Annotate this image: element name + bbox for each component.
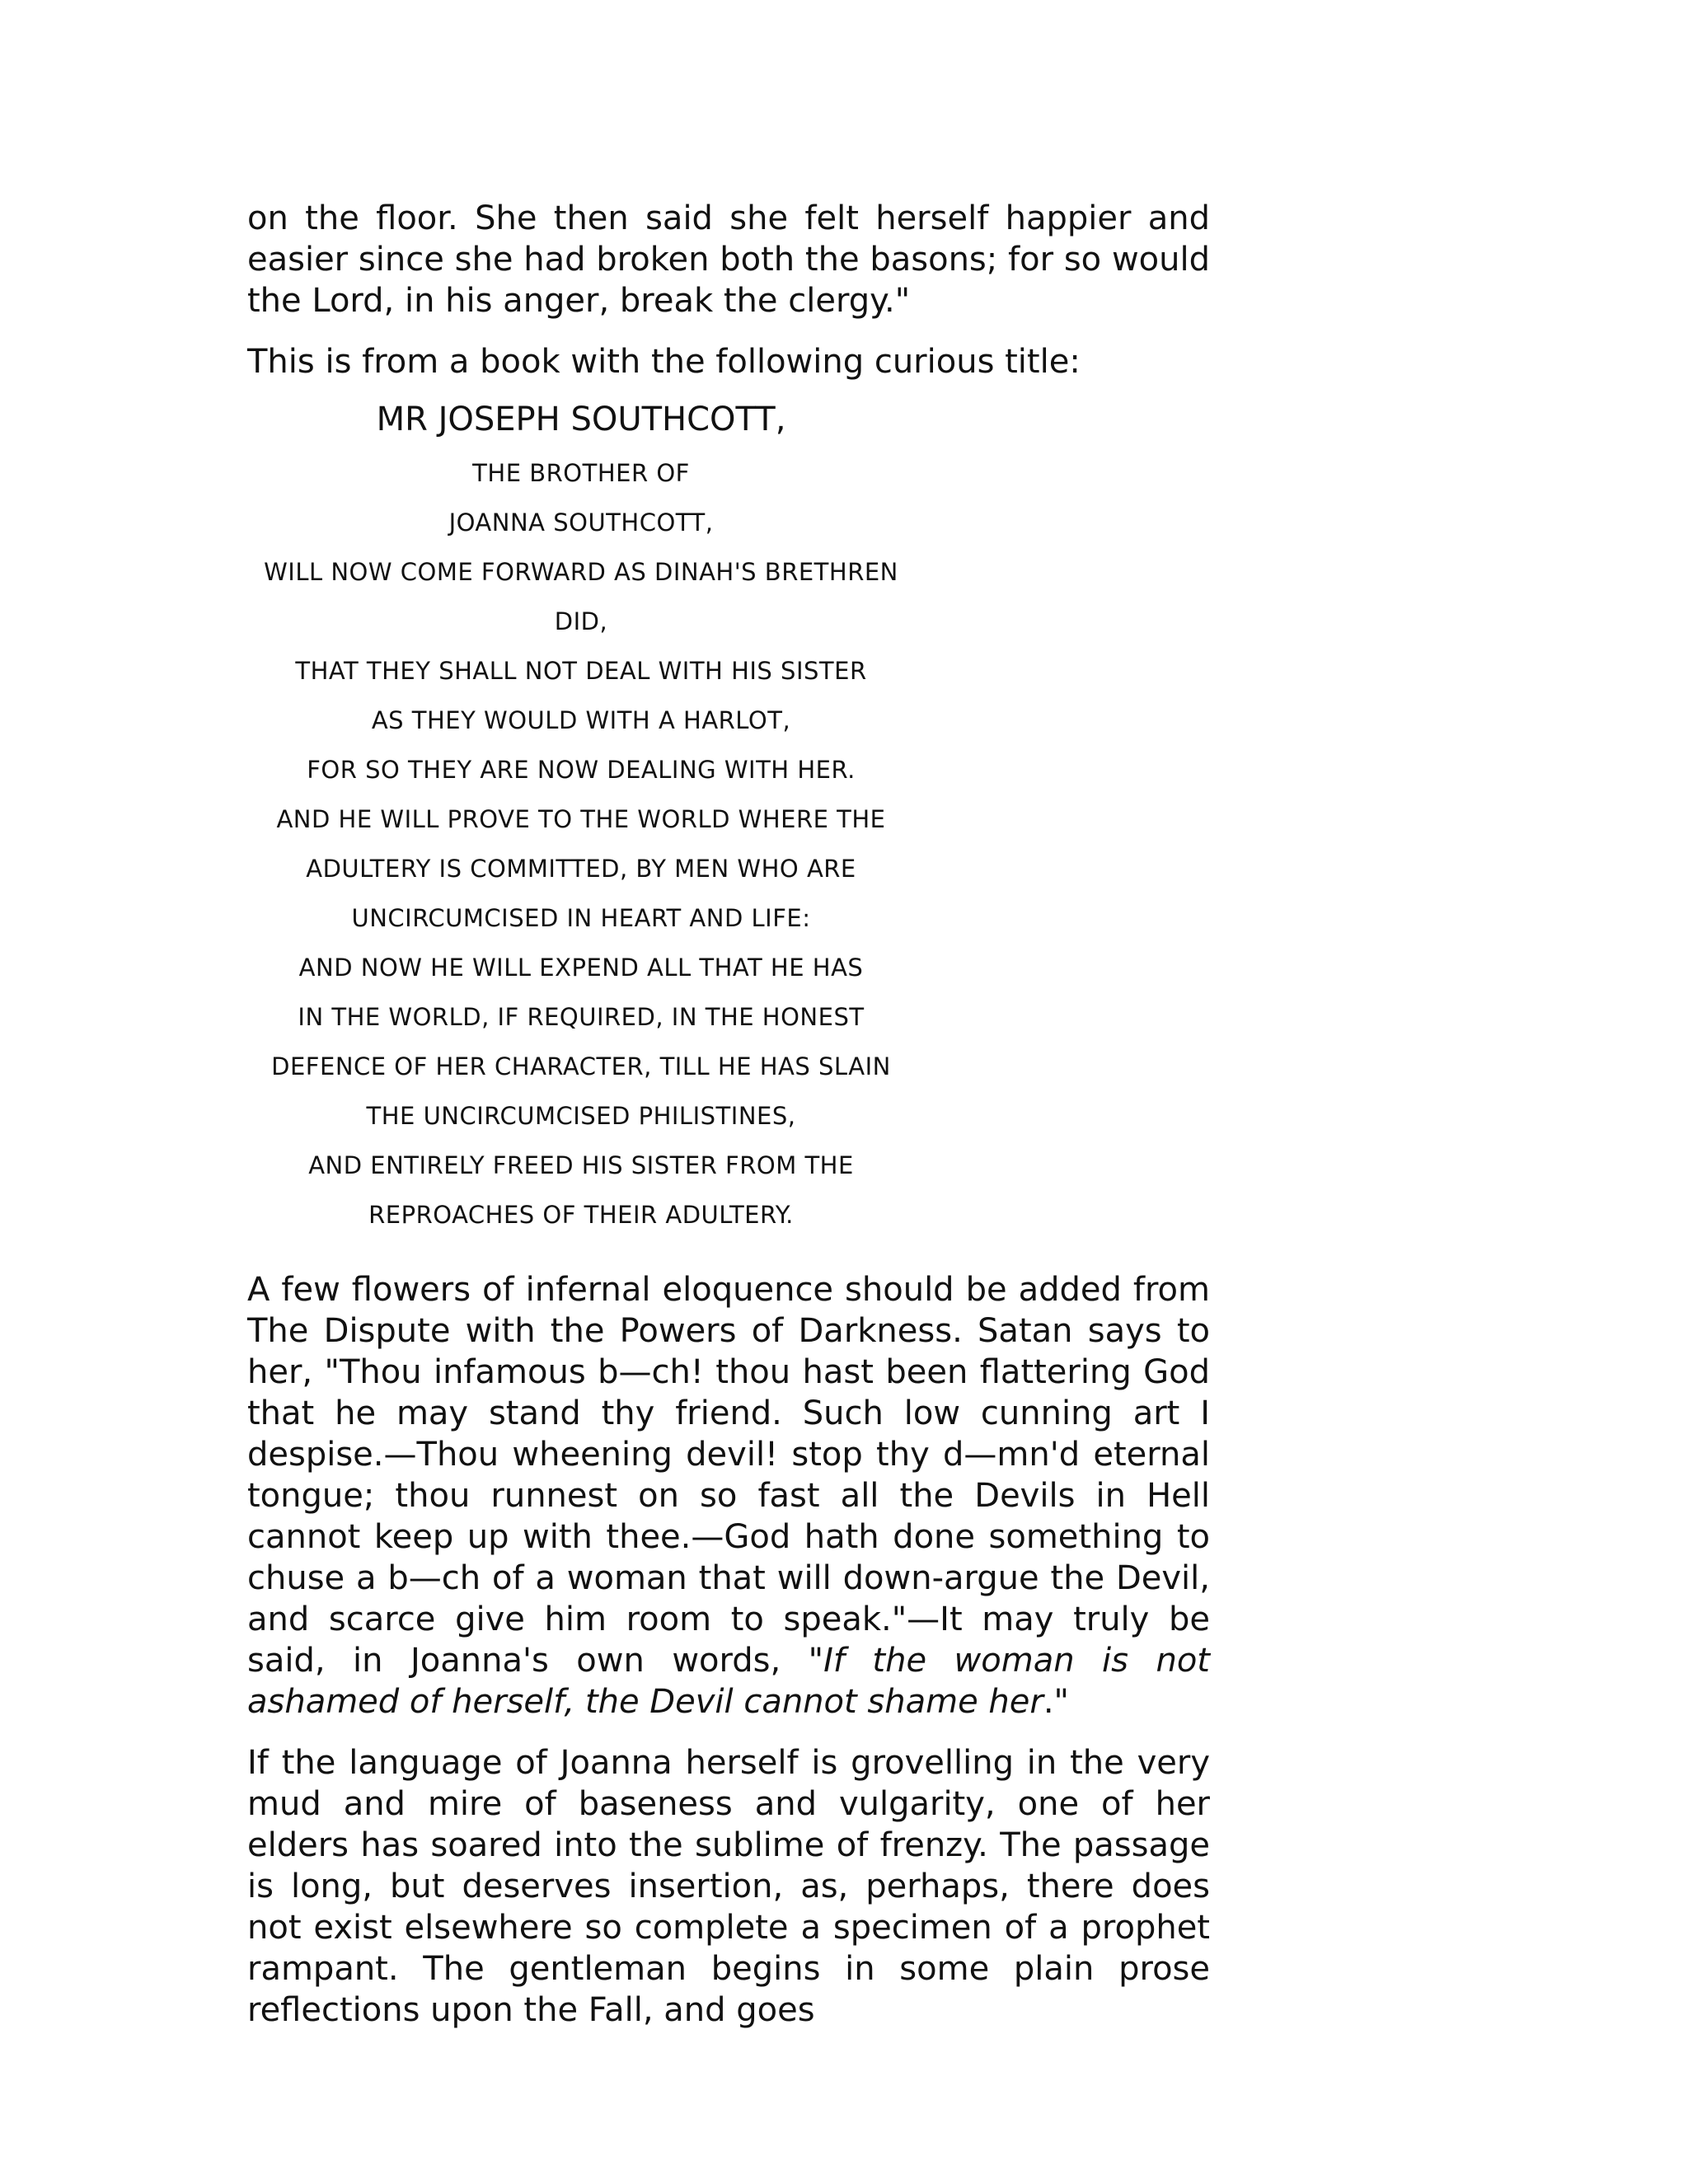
paragraph-infernal-eloquence xyxy=(247,1269,1210,1722)
book-title-line: REPROACHES OF THEIR ADULTERY. xyxy=(368,1201,794,1229)
book-title-line: AND NOW HE WILL EXPEND ALL THAT HE HAS xyxy=(298,954,864,982)
book-title-line: FOR SO THEY ARE NOW DEALING WITH HER. xyxy=(307,756,856,784)
book-title-line: AS THEY WOULD WITH A HARLOT, xyxy=(371,706,791,734)
book-title-line: IN THE WORLD, IF REQUIRED, IN THE HONEST xyxy=(298,1003,865,1031)
paragraph-elder-frenzy: If the language of Joanna herself is grovelling in the very mud and mire of baseness and vulgarity, one of her elders has soared into the sublime of frenzy. The passage is long, but deserves insertion, as, perhaps, there does not exist elsewhere so complete a specimen of a prophet rampant. The gentleman begins in some plain prose reflections upon the Fall, and goes xyxy=(247,1744,1210,2029)
book-title-line: AND HE WILL PROVE TO THE WORLD WHERE THE xyxy=(276,805,886,833)
document-page xyxy=(247,198,1210,2031)
book-title-line: AND ENTIRELY FREED HIS SISTER FROM THE xyxy=(308,1151,854,1179)
italic-quote: If the woman is not ashamed of herself, the Devil cannot shame her xyxy=(247,1642,1210,1721)
book-title-line: DEFENCE OF HER CHARACTER, TILL HE HAS SLAIN xyxy=(271,1052,891,1080)
paragraph-text: A few flowers of infernal eloquence should be added from The Dispute with the Powers of Darkness. Satan says to her, "Thou infamous b—ch! thou hast been flattering God that he may stand thy friend. Such low cunning art I despise.—Thou wheening devil! stop thy d—mn'd eternal tongue; thou runnest on so fast all the Devils in Hell cannot keep up with thee.—God hath done something to chuse a b—ch of a woman that will down-argue the Devil, and scarce give him room to speak."—It may truly be said, in Joanna's own words, " xyxy=(247,1271,1210,1680)
spacer xyxy=(247,1722,1210,1742)
paragraph-text: ." xyxy=(1043,1683,1069,1721)
paragraph-title-intro: This is from a book with the following curious title: xyxy=(247,343,1081,381)
book-title-line: UNCIRCUMCISED IN HEART AND LIFE: xyxy=(351,904,811,932)
paragraph-opening: on the floor. She then said she felt herself happier and easier since she had broken both the basons; for so would the Lord, in his anger, break the clergy." xyxy=(247,199,1210,320)
book-title-line: ADULTERY IS COMMITTED, BY MEN WHO ARE xyxy=(306,855,856,883)
book-title-line: THAT THEY SHALL NOT DEAL WITH HIS SISTER xyxy=(295,657,867,685)
book-title-line: THE UNCIRCUMCISED PHILISTINES, xyxy=(366,1102,796,1130)
book-title-line: THE BROTHER OF xyxy=(472,459,690,487)
book-title-main: MR JOSEPH SOUTHCOTT, xyxy=(376,401,786,438)
book-title-line: WILL NOW COME FORWARD AS DINAH'S BRETHREN DID, xyxy=(264,558,898,635)
book-title-block xyxy=(247,399,915,1240)
spacer xyxy=(247,1240,1210,1269)
book-title-line: JOANNA SOUTHCOTT, xyxy=(448,509,714,537)
